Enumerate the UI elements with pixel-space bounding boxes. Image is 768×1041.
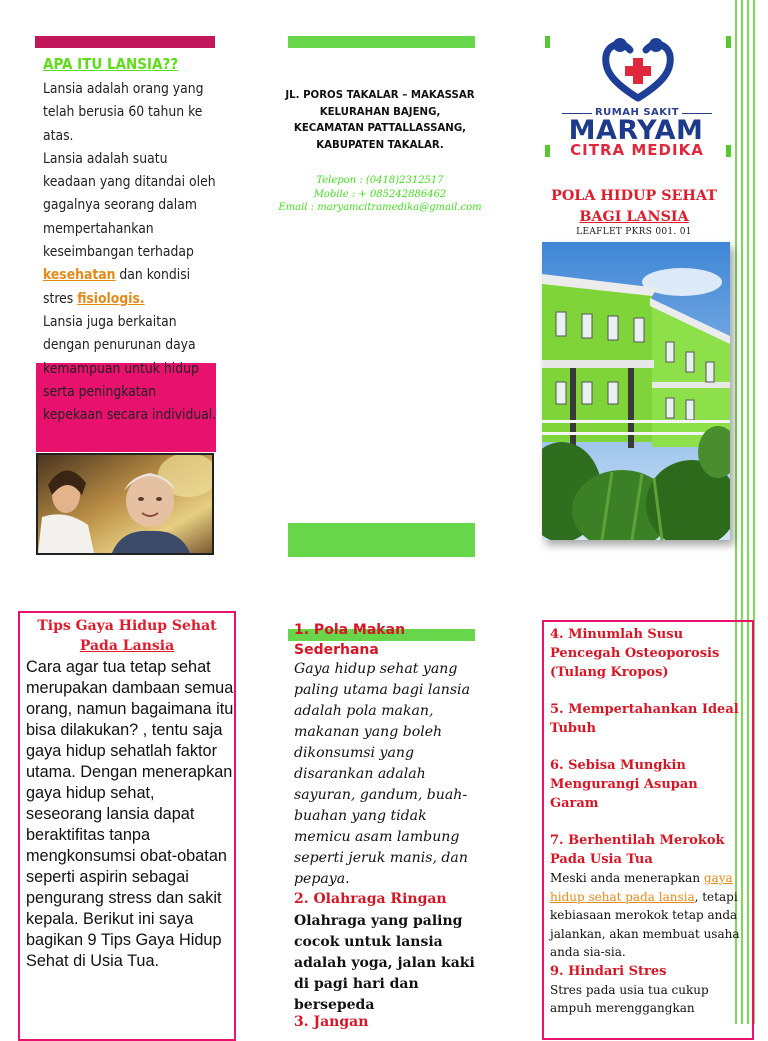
intro-text xyxy=(43,78,218,427)
tips-body: Cara agar tua tetap sehat merupakan dambaan semua orang, namun bagaimana itu bisa dilakukan? , tentu saja gaya hidup sehatlah faktor utama. Dengan menerapkan gaya hidup sehat, seseorang lansia dapat beraktifitas tanpa mengkonsumsi obat-obatan seperti aspirin sebagai pengurang stress dan sakit kepala. Berikut ini saya bagikan 9 Tips Gaya Hidup Sehat di Usia Tua. xyxy=(26,658,234,970)
address-line: KABUPATEN TAKALAR. xyxy=(316,139,444,151)
tip-heading-1: 1. Pola Makan Sederhana xyxy=(294,622,406,658)
link-fisiologis[interactable]: fisiologis. xyxy=(77,290,145,307)
rs-label: RUMAH SAKIT xyxy=(562,107,712,118)
section-heading: APA ITU LANSIA?? xyxy=(43,55,179,73)
leaflet-title xyxy=(548,186,720,228)
hospital-building-photo xyxy=(542,242,730,540)
link-kesehatan[interactable]: kesehatan xyxy=(43,267,116,284)
intro-line1: Lansia adalah orang yang telah berusia 60 tahun ke atas. xyxy=(43,81,204,144)
tip-heading-9: 9. Hindari Stres xyxy=(550,963,667,979)
mobile-text: Mobile : + 085242886462 xyxy=(313,188,447,200)
tip-body-2: Olahraga yang paling cocok untuk lansia adalah yoga, jalan kaki di pagi hari dan bersepeda xyxy=(294,913,475,1013)
intro-line2: Lansia adalah suatu keadaan yang ditandai oleh gagalnya seorang dalam mempertahankan keseimbangan terhadap kesehatan dan kondisi stres fisiologis. xyxy=(43,150,216,307)
hospital-logo xyxy=(598,36,678,102)
email-text[interactable]: Email : maryamcitramedika@gmail.com xyxy=(278,202,482,213)
hospital-name: MARYAM xyxy=(568,115,704,146)
link-gaya-hidup[interactable]: gaya hidup sehat pada lansia xyxy=(550,871,733,904)
tick-mark xyxy=(545,36,550,48)
title-line1: POLA HIDUP SEHAT xyxy=(551,188,717,204)
address-line: KECAMATAN PATTALLASSANG, xyxy=(293,123,467,135)
elderly-photo xyxy=(36,453,214,555)
title-line2: BAGI LANSIA xyxy=(579,209,689,225)
hospital-subname: CITRA MEDIKA xyxy=(570,141,704,159)
hospital-building-image xyxy=(542,242,730,540)
tip-heading-2: 2. Olahraga Ringan xyxy=(294,891,447,907)
leaflet-code: LEAFLET PKRS 001. 01 xyxy=(576,227,692,237)
tip-body-1: Gaya hidup sehat yang paling utama bagi lansia adalah pola makan, makanan yang boleh dikonsumsi yang disarankan adalah sayuran, gandum, buah-buahan yang tidak memicu asam lambung seperti jeruk manis, dan pepaya. xyxy=(294,661,470,887)
footer-bar xyxy=(288,523,475,557)
address-line: KELURAHAN BAJENG, xyxy=(319,106,441,118)
tick-mark xyxy=(545,145,550,157)
tips-title xyxy=(20,616,234,656)
address-line: JL. POROS TAKALAR – MAKASSAR xyxy=(285,90,475,101)
heart-cross-icon xyxy=(598,36,678,102)
phone-text: Telepon : (0418)2312517 xyxy=(316,175,444,186)
tips-title-line2: Pada Lansia xyxy=(79,638,175,654)
tip-heading-4: 4. Minumlah Susu Pencegah Osteoporosis (Tulang Kropos) xyxy=(550,627,720,680)
elderly-photo-image xyxy=(38,455,212,553)
header-bar xyxy=(288,36,475,48)
tip-heading-6: 6. Sebisa Mungkin Mengurangi Asupan Garam xyxy=(550,758,698,811)
address-block xyxy=(260,88,500,154)
tip-heading-5: 5. Mempertahankan Ideal Tubuh xyxy=(550,702,739,736)
tips-list xyxy=(550,625,750,1018)
tips-title-line1: Tips Gaya Hidup Sehat xyxy=(37,618,217,634)
tip-body-9: Stres pada usia tua cukup ampuh merenggangkan xyxy=(550,982,709,1015)
tip-body-7: Meski anda menerapkan gaya hidup sehat pada lansia, tetapi kebiasaan merokok tetap anda jalankan, akan membuat usaha anda sia-sia. xyxy=(550,871,740,959)
tick-mark xyxy=(726,36,731,48)
tick-mark xyxy=(726,145,731,157)
intro-line3: Lansia juga berkaitan dengan penurunan daya kemampuan untuk hidup serta peningkatan kepekaan secara individual. xyxy=(43,313,217,424)
tip-heading-7: 7. Berhentilah Merokok Pada Usia Tua xyxy=(550,833,725,867)
contact-block xyxy=(260,174,500,215)
header-bar xyxy=(35,36,215,48)
tip-heading-3: 3. Jangan xyxy=(294,1014,369,1030)
